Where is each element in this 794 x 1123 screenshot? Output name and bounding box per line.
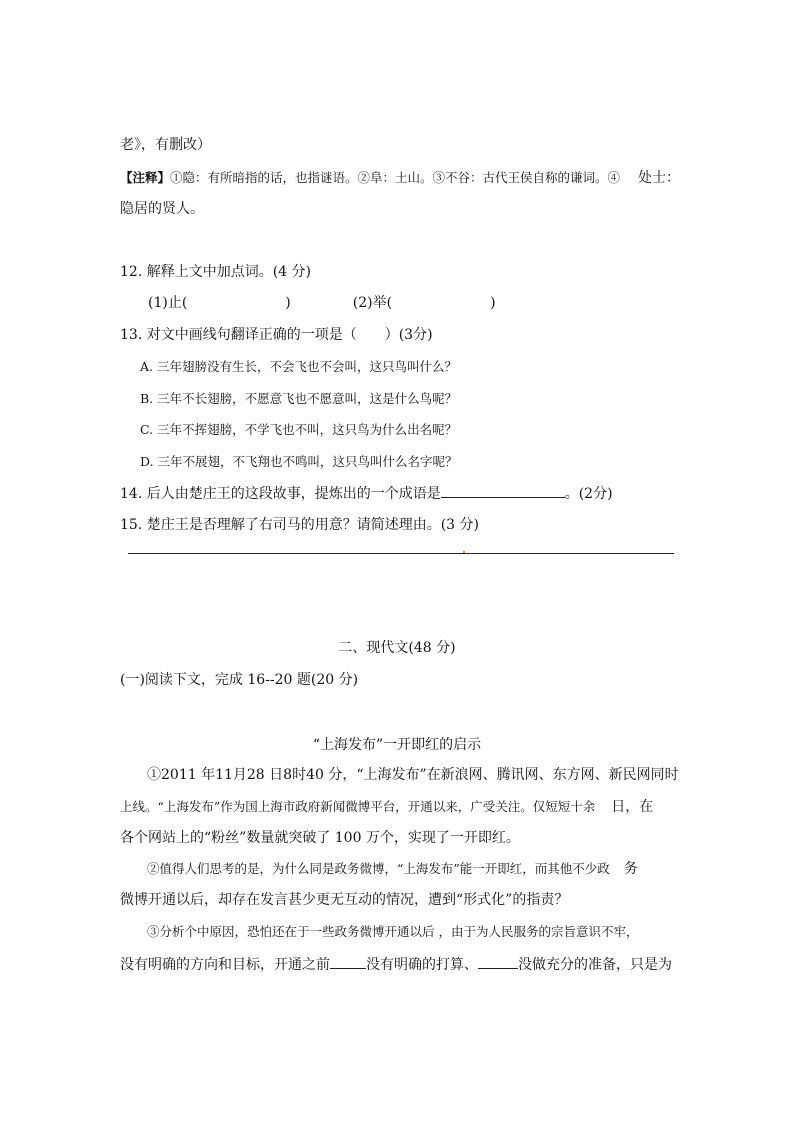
q14-tail: 。(2分) [564,486,613,502]
stray-dot [463,551,465,553]
p1-line-2-text: 上线。“上海发布”作为国上海市政府新闻微博平台，开通以来，广受关注。仅短短十余 [120,799,596,814]
q12-item-2-close: ) [490,295,496,311]
p2-line-1-tail: 务 [623,861,638,877]
q13-option-d: D. 三年不展翅，不飞翔也不鸣叫，这只鸟叫什么名字呢？ [140,454,458,469]
section-2-sub: (一)阅读下文，完成 16--20 题(20 分) [120,672,359,688]
question-14 [120,483,613,504]
p3-blank-1[interactable] [330,954,366,969]
q12-item-1-close: ) [285,295,291,311]
q14-answer-blank[interactable] [441,483,565,498]
p1-line-2-tail: 日，在 [611,799,654,815]
article-p3-line-2 [120,954,672,975]
article-p1-line-2 [120,797,653,817]
annotation-line-1 [120,168,680,188]
article-p2-line-1 [147,859,638,879]
article-p3-line-1: ③分析个中原因，恐怕还在于一些政务微博开通以后 ，由于为人民服务的宗旨意识不牢， [147,924,639,939]
annotation-label: 【注释】 [120,170,171,185]
q15-answer-line[interactable] [128,553,674,554]
p2-line-1-text: ②值得人们思考的是，为什么同是政务微博，“上海发布”能一开即红，而其他不少政 [147,861,610,876]
p3-blank-2[interactable] [478,954,518,969]
question-12-items [148,293,496,313]
article-p1-line-3: 各个网站上的“粉丝”数量就突破了 100 万个，实现了一开即红。 [120,830,520,846]
annotation-text: ①隐：有所暗指的话，也指谜语。②阜：土山。③不谷：古代王侯自称的谦词。④ [170,170,621,185]
p3-line-2-b: 没有明确的打算、 [366,957,478,973]
annotation-text-2: 处士： [638,170,681,186]
p3-line-2-c: 没做充分的准备，只是为 [518,957,672,973]
q14-stem: 14. 后人由楚庄王的这段故事，提炼出的一个成语是 [120,486,441,502]
p3-line-2-a: 没有明确的方向和目标，开通之前 [120,957,330,973]
question-13-stem: 13. 对文中画线句翻译正确的一项是（ ）(3分) [120,327,433,343]
q13-option-b: B. 三年不长翅膀，不愿意飞也不愿意叫，这是什么鸟呢？ [140,391,458,406]
section-2-title: 二、现代文(48 分) [338,640,456,656]
article-p1-line-1: ①2011 年11月28 日8时40 分，“上海发布”在新浪网、腾讯网、东方网、新民网同时 [147,767,679,783]
q12-item-1: (1)止( [148,295,188,311]
question-12-stem: 12. 解释上文中加点词。(4 分) [120,264,311,280]
article-title: “上海发布”一开即红的启示 [312,737,482,753]
annotation-line-2: 隐居的贤人。 [120,201,204,217]
question-15-stem: 15. 楚庄王是否理解了右司马的用意？请简述理由。(3 分) [120,517,479,533]
article-p2-line-2: 微博开通以后，却存在发言甚少更无互动的情况，遭到“形式化”的指责？ [120,892,569,908]
q12-item-2: (2)举( [352,295,393,311]
q13-option-c: C. 三年不挥翅膀，不学飞也不叫，这只鸟为什么出名呢？ [140,422,458,437]
source-tail: 老》，有删改） [120,137,211,153]
q13-option-a: A. 三年翅膀没有生长，不会飞也不会叫，这只鸟叫什么？ [140,359,457,374]
